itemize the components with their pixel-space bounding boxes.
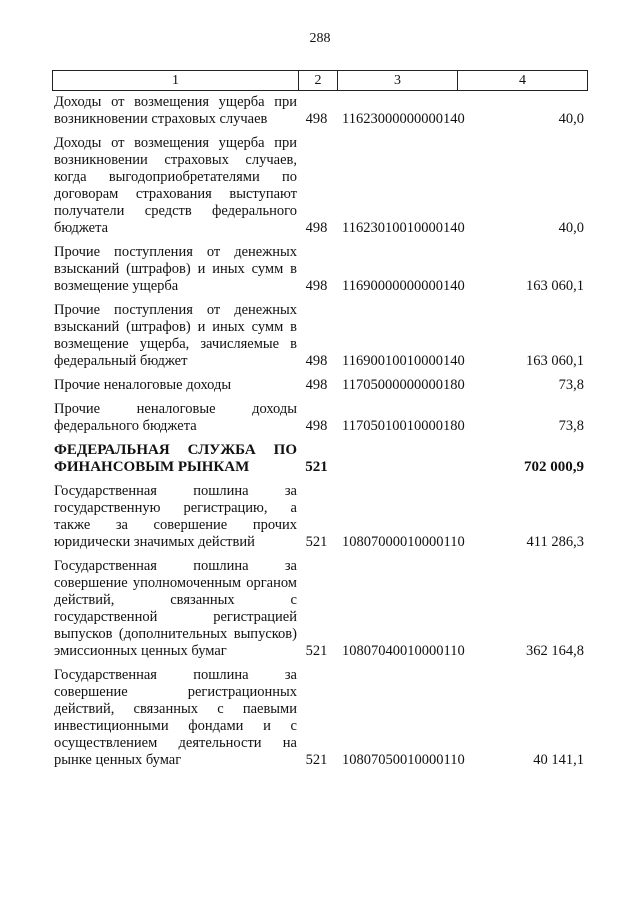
row-name: Доходы от возмещения ущерба при возникновении страховых случаев, когда выгодоприобретателями по договорам страхования выступают получатели средств федерального бюджета	[54, 135, 297, 236]
row-name: Прочие неналоговые доходы	[54, 377, 232, 393]
page-number: 288	[309, 31, 331, 46]
row-code: 521	[305, 459, 328, 475]
table-row	[52, 244, 588, 295]
header-col-1: 1	[172, 73, 179, 88]
table-body	[52, 94, 588, 776]
row-code: 498	[305, 111, 328, 127]
row-code: 498	[305, 377, 328, 393]
row-name: Государственная пошлина за государственную регистрацию, а также за совершение прочих юридически значимых действий	[54, 483, 297, 550]
row-name: Прочие поступления от денежных взысканий (штрафов) и иных сумм в возмещение ущерба, зачисляемые в федеральный бюджет	[54, 302, 297, 369]
row-sum: 40 141,1	[533, 752, 584, 768]
row-sum: 40,0	[558, 220, 584, 236]
table-row	[52, 302, 588, 370]
row-kbk: 10807050010000110	[342, 752, 465, 768]
header-col-3: 3	[337, 71, 457, 90]
row-kbk: 11690010010000140	[342, 353, 465, 369]
row-name: Прочие поступления от денежных взысканий (штрафов) и иных сумм в возмещение ущерба	[54, 244, 297, 294]
table-row	[52, 483, 588, 551]
row-sum: 702 000,9	[524, 459, 584, 475]
section-heading-row	[52, 442, 588, 476]
table-row	[52, 377, 588, 394]
row-kbk: 11623010010000140	[342, 220, 465, 236]
table-row	[52, 558, 588, 660]
row-name: Доходы от возмещения ущерба при возникновении страховых случаев	[54, 94, 297, 127]
row-code: 498	[305, 353, 328, 369]
row-code: 498	[305, 220, 328, 236]
row-sum: 411 286,3	[526, 534, 584, 550]
row-kbk: 11690000000000140	[342, 278, 465, 294]
section-heading: ФЕДЕРАЛЬНАЯ СЛУЖБА ПО ФИНАНСОВЫМ РЫНКАМ	[54, 442, 297, 475]
header-col-4: 4	[457, 71, 587, 90]
row-kbk: 10807000010000110	[342, 534, 465, 550]
table-header	[52, 70, 588, 91]
row-code: 498	[305, 278, 328, 294]
row-name: Прочие неналоговые доходы федерального бюджета	[54, 401, 297, 434]
row-kbk: 11623000000000140	[342, 111, 465, 127]
row-kbk: 10807040010000110	[342, 643, 465, 659]
table-row	[52, 667, 588, 769]
row-code: 521	[305, 752, 328, 768]
row-sum: 73,8	[558, 377, 584, 393]
row-sum: 163 060,1	[526, 353, 584, 369]
row-code: 498	[305, 418, 328, 434]
row-sum: 73,8	[558, 418, 584, 434]
row-name: Государственная пошлина за совершение регистрационных действий, связанных с паевыми инвестиционными фондами и с осуществлением деятельности на рынке ценных бумаг	[54, 667, 297, 768]
row-code: 521	[305, 534, 328, 550]
row-sum: 40,0	[558, 111, 584, 127]
row-code: 521	[305, 643, 328, 659]
row-kbk: 11705010010000180	[342, 418, 465, 434]
table-row	[52, 135, 588, 237]
row-sum: 362 164,8	[526, 643, 584, 659]
row-sum: 163 060,1	[526, 278, 584, 294]
header-col-2: 2	[298, 71, 337, 90]
table-row	[52, 94, 588, 128]
table-row	[52, 401, 588, 435]
row-name: Государственная пошлина за совершение уполномоченным органом действий, связанных с государственной регистрацией выпусков (дополнительных выпусков) эмиссионных ценных бумаг	[54, 558, 297, 659]
row-kbk: 11705000000000180	[342, 377, 465, 393]
